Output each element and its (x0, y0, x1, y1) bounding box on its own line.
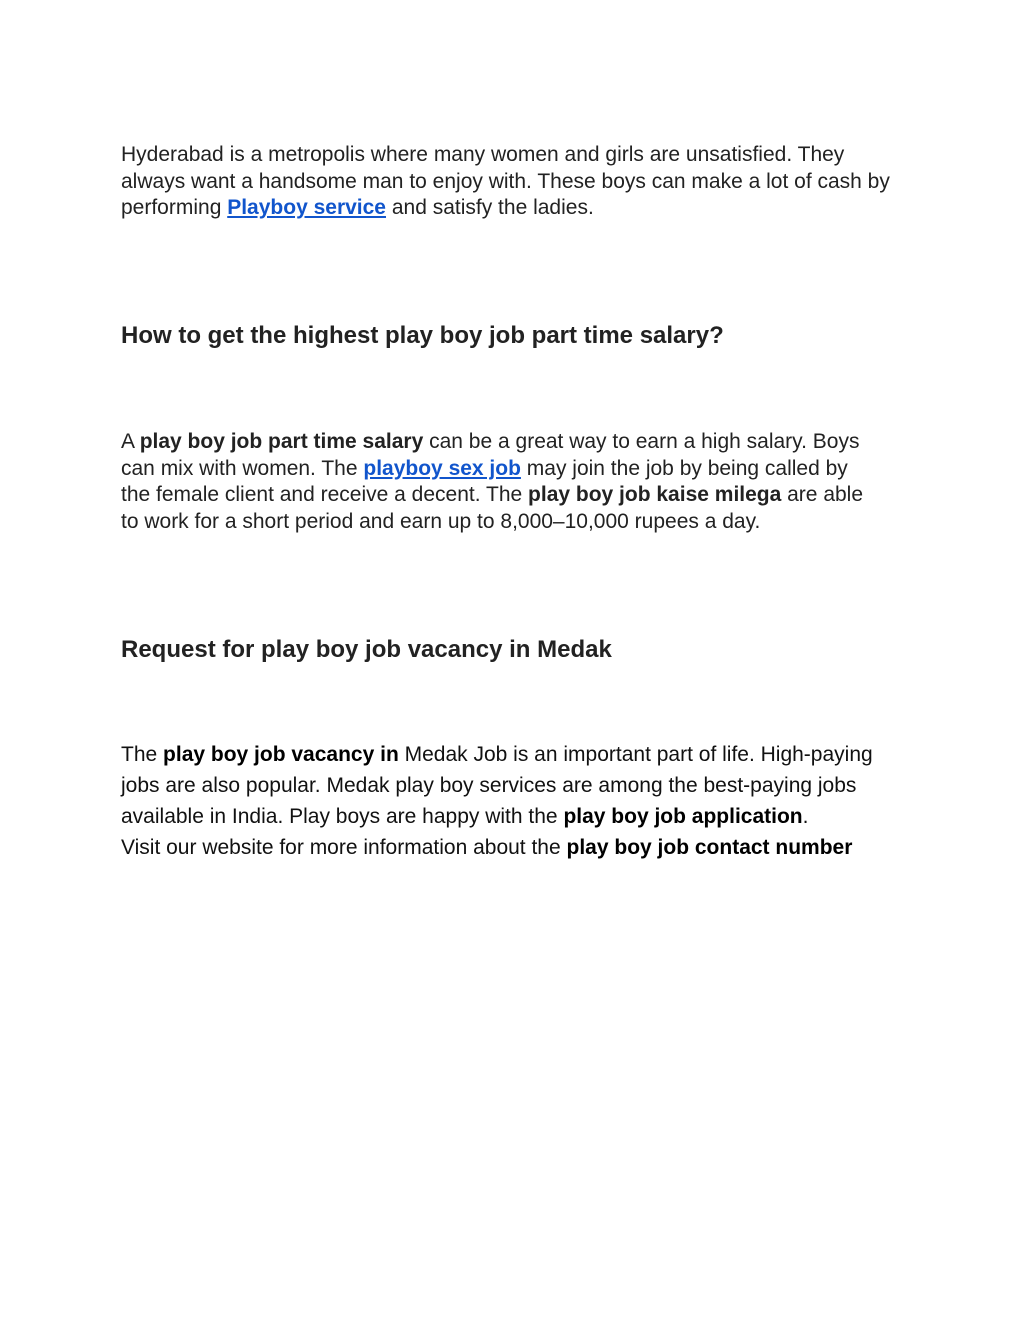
vacancy-bold-term: play boy job vacancy in (163, 743, 399, 766)
vacancy-text-4: Visit our website for more information about the (121, 836, 567, 859)
intro-text: Hyderabad is a metropolis where many women and girls are unsatisfied. They always want a handsome man to enjoy with. These boys can make a lot of cash by performing (121, 143, 890, 219)
salary-text-4: are able to work for a short period and earn up to 8,000–10,000 rupees a day. (121, 483, 864, 533)
vacancy-text-3: . (802, 805, 809, 828)
heading-vacancy: Request for play boy job vacancy in Medak (121, 635, 612, 663)
kaise-milega-bold-term: play boy job kaise milega (528, 483, 782, 506)
salary-bold-term: play boy job part time salary (139, 430, 424, 453)
salary-text-2: can be a great way to earn a high salary. Boys can mix with women. The (121, 430, 860, 480)
heading-salary: How to get the highest play boy job part time salary? (121, 321, 724, 349)
application-bold-term: play boy job application (563, 805, 803, 828)
intro-paragraph (121, 142, 891, 222)
salary-text: A (121, 430, 140, 453)
contact-number-bold-term: play boy job contact number (566, 836, 853, 859)
playboy-sex-job-link[interactable]: playboy sex job (363, 456, 521, 480)
intro-text-end: and satisfy the ladies. (386, 196, 594, 219)
salary-paragraph (121, 429, 881, 535)
playboy-service-link[interactable]: Playboy service (227, 196, 386, 219)
vacancy-text-2: Medak Job is an important part of life. High-paying jobs are also popular. Medak play boy services are among the best-paying jobs available in India. Play boys are happy with the (121, 743, 873, 828)
salary-text-3: may join the job by being called by the female client and receive a decent. The (121, 456, 848, 506)
vacancy-paragraph (121, 739, 891, 863)
vacancy-text: The (121, 743, 164, 766)
